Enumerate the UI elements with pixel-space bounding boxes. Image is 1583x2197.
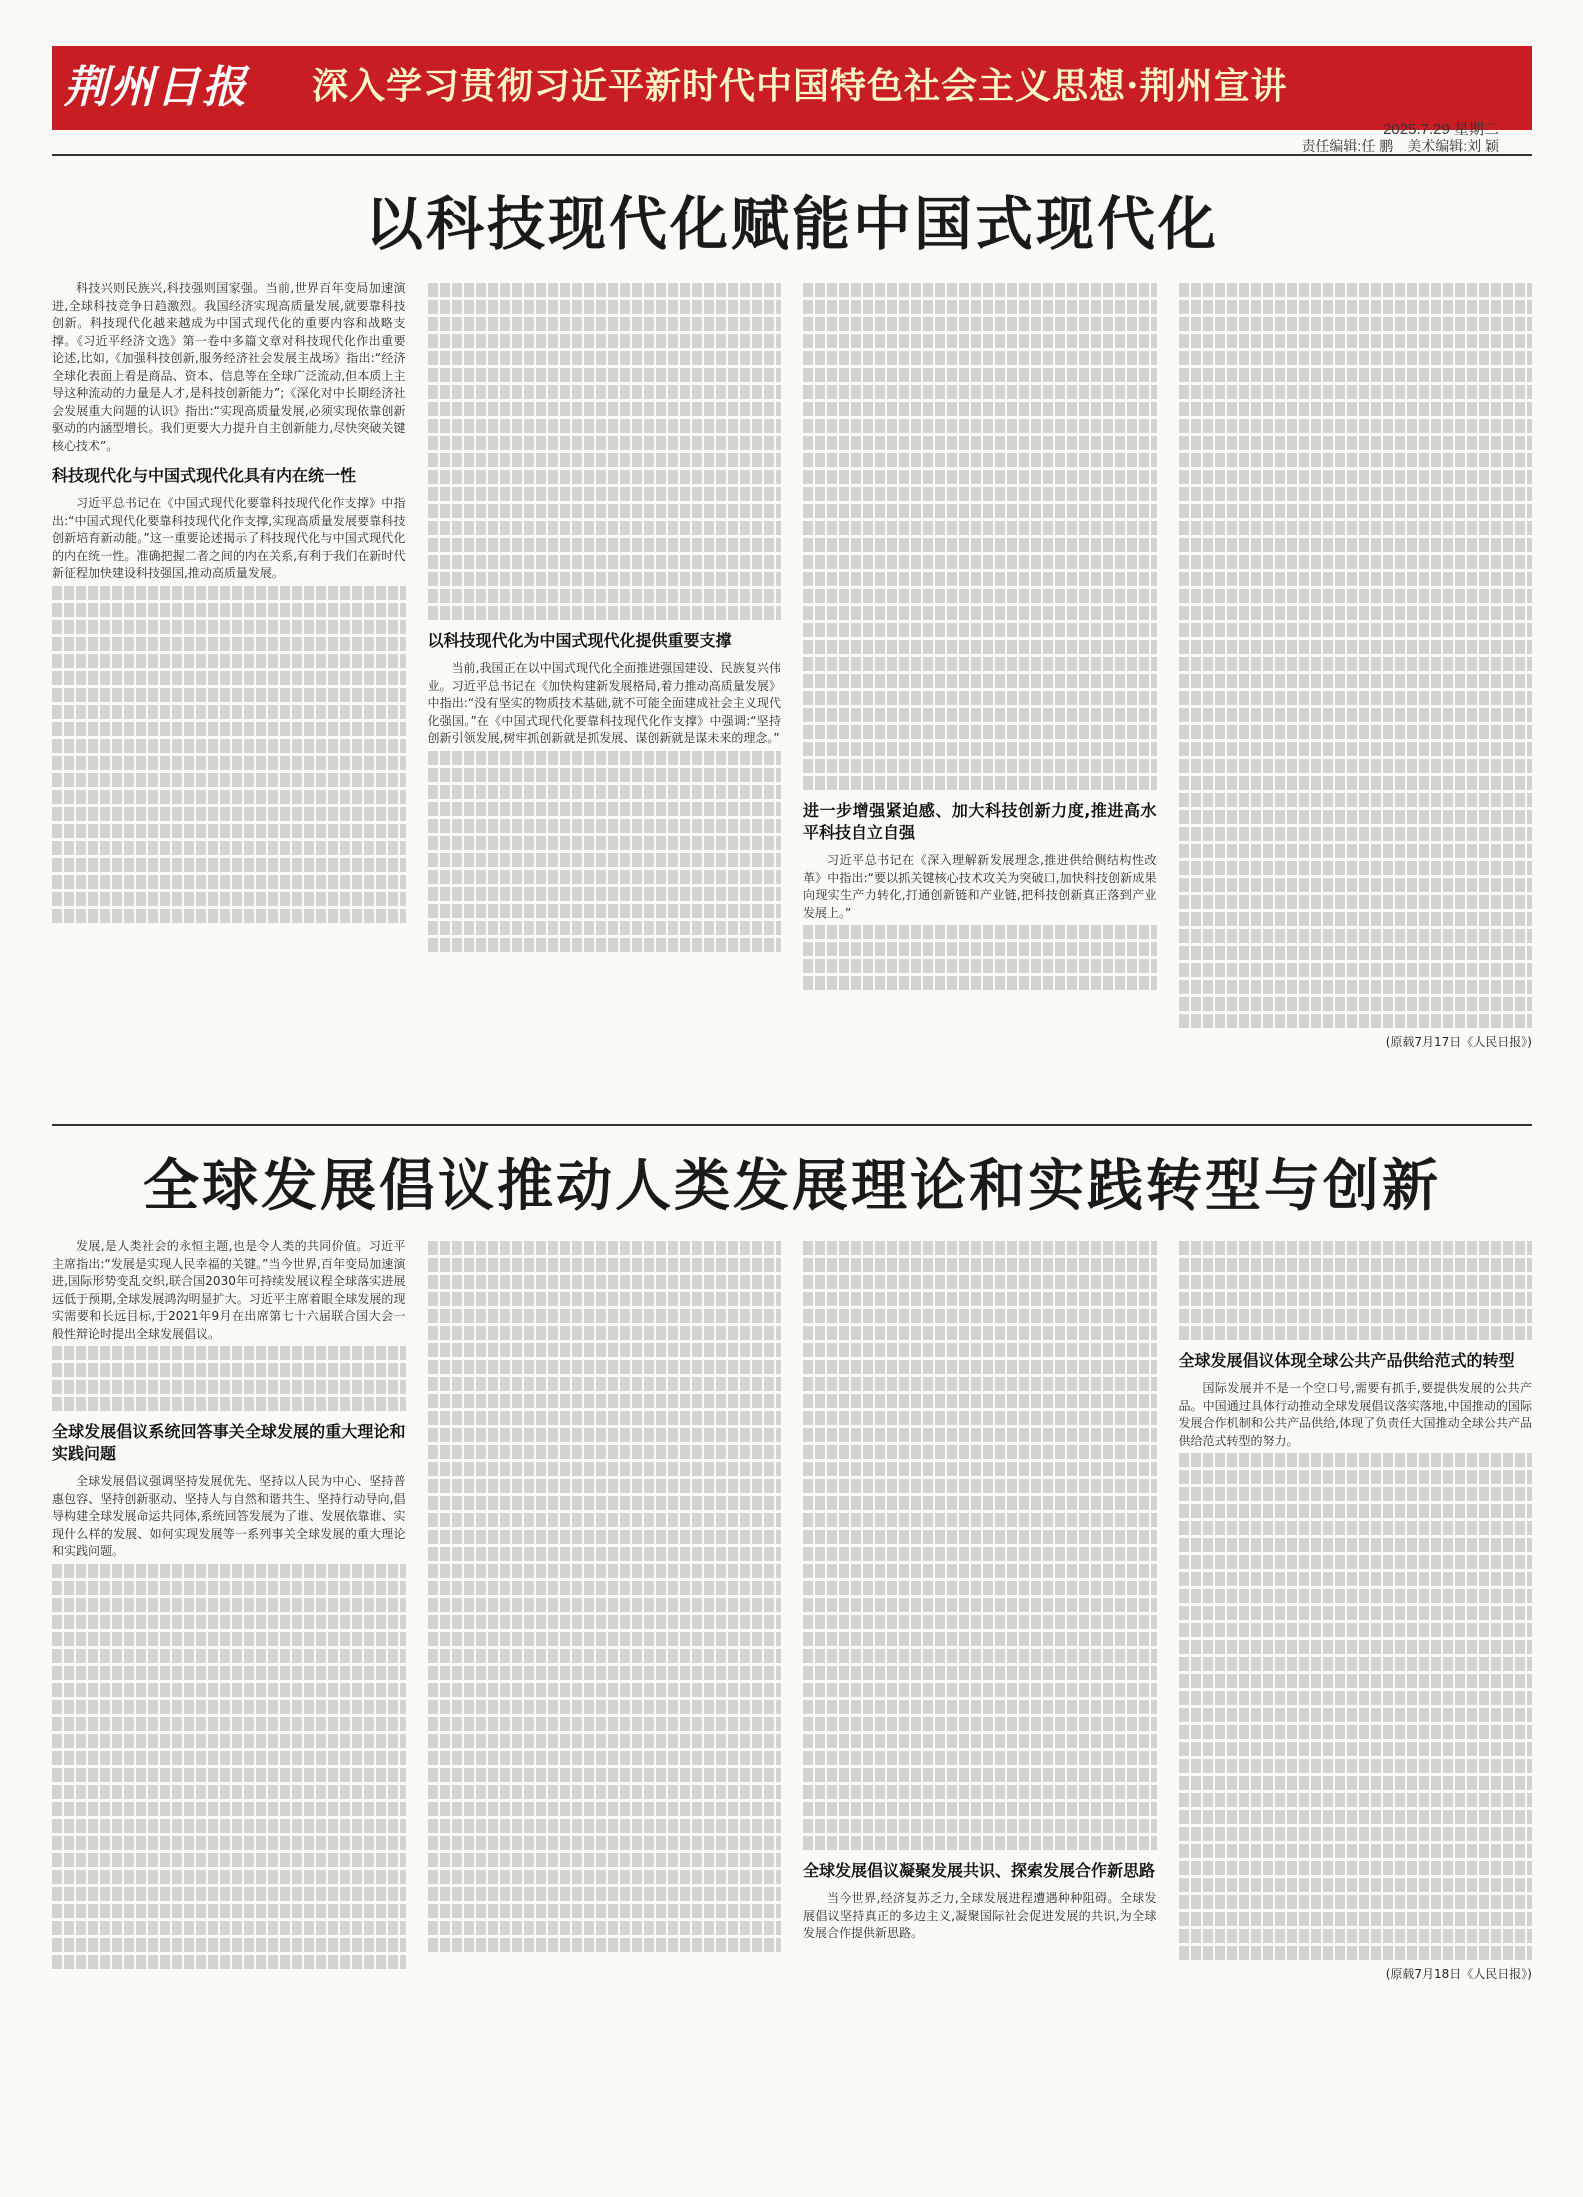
- article1-subhead-2: 以科技现代化为中国式现代化提供重要支撑: [427, 631, 732, 650]
- article1-column-2: [428, 280, 782, 1106]
- article1-paragraph: 习近平总书记在《深入理解新发展理念,推进供给侧结构性改革》中指出:“要以抓关键核心技术攻关为突破口,加快科技创新成果向现实生产力转化,打通创新链和产业链,把科技创新真正落到产业发展上。”: [803, 853, 1157, 920]
- article1-headline: 以科技现代化赋能中国式现代化: [364, 190, 1219, 258]
- newspaper-logo: 荆州日报: [64, 62, 248, 113]
- article2-paragraph: 全球发展倡议强调坚持发展优先、坚持以人民为中心、坚持普惠包容、坚持创新驱动、坚持人与自然和谐共生、坚持行动导向,倡导构建全球发展命运共同体,系统回答发展为了谁、发展依靠谁、实现什么样的发展、如何实现发展等一系列事关全球发展的重大理论和实践问题。: [52, 1474, 406, 1558]
- article2-column-1: [52, 1238, 406, 2138]
- article2-intro: 发展,是人类社会的永恒主题,也是令人类的共同价值。习近平主席指出:“发展是实现人民幸福的关键。”当今世界,百年变局加速演进,国际形势变乱交织,联合国2030年可持续发展议程全球落实进展远低于预期,全球发展鸿沟明显扩大。习近平主席着眼全球发展的现实需要和长远目标,于2021年9月在出席第七十六届联合国大会一般性辩论时提出全球发展倡议。: [52, 1239, 406, 1341]
- article2-column-3: [803, 1238, 1157, 2138]
- article1-column-4: [1179, 280, 1533, 1106]
- masthead-divider: [52, 154, 1532, 156]
- article1-subhead-1: 科技现代化与中国式现代化具有内在统一性: [52, 466, 357, 485]
- article2-subhead-1: 全球发展倡议系统回答事关全球发展的重大理论和实践问题: [52, 1422, 406, 1463]
- article1-source: (原载7月17日《人民日报》): [1385, 1035, 1532, 1049]
- issue-date: 2025.7.29 星期二: [1383, 121, 1499, 138]
- section-title: 深入学习贯彻习近平新时代中国特色社会主义思想·荆州宣讲: [312, 65, 1288, 107]
- page-number: 05: [1437, 51, 1499, 109]
- article2-body: [52, 1238, 1532, 2138]
- article2-paragraph: 当今世界,经济复苏乏力,全球发展进程遭遇种种阻碍。全球发展倡议坚持真正的多边主义,凝聚国际社会促进发展的共识,为全球发展合作提供新思路。: [803, 1891, 1157, 1940]
- article2-headline: 全球发展倡议推动人类发展理论和实践转型与创新: [143, 1153, 1441, 1219]
- article2-subhead-2: 全球发展倡议凝聚发展共识、探索发展合作新思路: [803, 1861, 1156, 1880]
- article1-body: [52, 280, 1532, 1106]
- article2-column-4: [1179, 1238, 1533, 2138]
- article1-paragraph: 习近平总书记在《中国式现代化要靠科技现代化作支撑》中指出:“中国式现代化要靠科技现代化作支撑,实现高质量发展要靠科技创新培育新动能。”这一重要论述揭示了科技现代化与中国式现代化的内在统一性。准确把握二者之间的内在关系,有利于我们在新时代新征程加快建设科技强国,推动高质量发展。: [52, 496, 406, 580]
- masthead-banner: [52, 46, 1532, 130]
- article-divider: [52, 1124, 1532, 1126]
- article1-subhead-3: 进一步增强紧迫感、加大科技创新力度,推进高水平科技自立自强: [803, 801, 1157, 842]
- article2-source: (原载7月18日《人民日报》): [1385, 1967, 1532, 1981]
- article2-column-2: [428, 1238, 782, 2138]
- article2-paragraph: 国际发展并不是一个空口号,需要有抓手,要提供发展的公共产品。中国通过具体行动推动全球发展倡议落实落地,中国推动的国际发展合作机制和公共产品供给,体现了负责任大国推动全球公共产品供给范式转型的努力。: [1178, 1381, 1532, 1448]
- article1-paragraph: 当前,我国正在以中国式现代化全面推进强国建设、民族复兴伟业。习近平总书记在《加快构建新发展格局,着力推动高质量发展》中指出:“没有坚实的物质技术基础,就不可能全面建成社会主义现代化强国。”在《中国式现代化要靠科技现代化作支撑》中强调:“坚持创新引领发展,树牢抓创新就是抓发展、谋创新就是谋未来的理念。”: [427, 661, 781, 745]
- article1-column-1: [52, 280, 406, 1106]
- article2-subhead-3: 全球发展倡议体现全球公共产品供给范式的转型: [1178, 1351, 1515, 1370]
- article1-intro: 科技兴则民族兴,科技强则国家强。当前,世界百年变局加速演进,全球科技竞争日趋激烈。我国经济实现高质量发展,就要靠科技创新。科技现代化越来越成为中国式现代化的重要内容和战略支撑。《习近平经济文选》第一卷中多篇文章对科技现代化作出重要论述,比如,《加强科技创新,服务经济社会发展主战场》指出:“经济全球化表面上看是商品、资本、信息等在全球广泛流动,但本质上主导这种流动的力量是人才,是科技创新能力”;《深化对中长期经济社会发展重大问题的认识》指出:“实现高质量发展,必须实现依靠创新驱动的内涵型增长。我们更要大力提升自主创新能力,尽快突破关键核心技术”。: [52, 281, 406, 453]
- article1-column-3: [803, 280, 1157, 1106]
- editor-credits: 责任编辑:任 鹏 美术编辑:刘 颖: [1301, 138, 1499, 154]
